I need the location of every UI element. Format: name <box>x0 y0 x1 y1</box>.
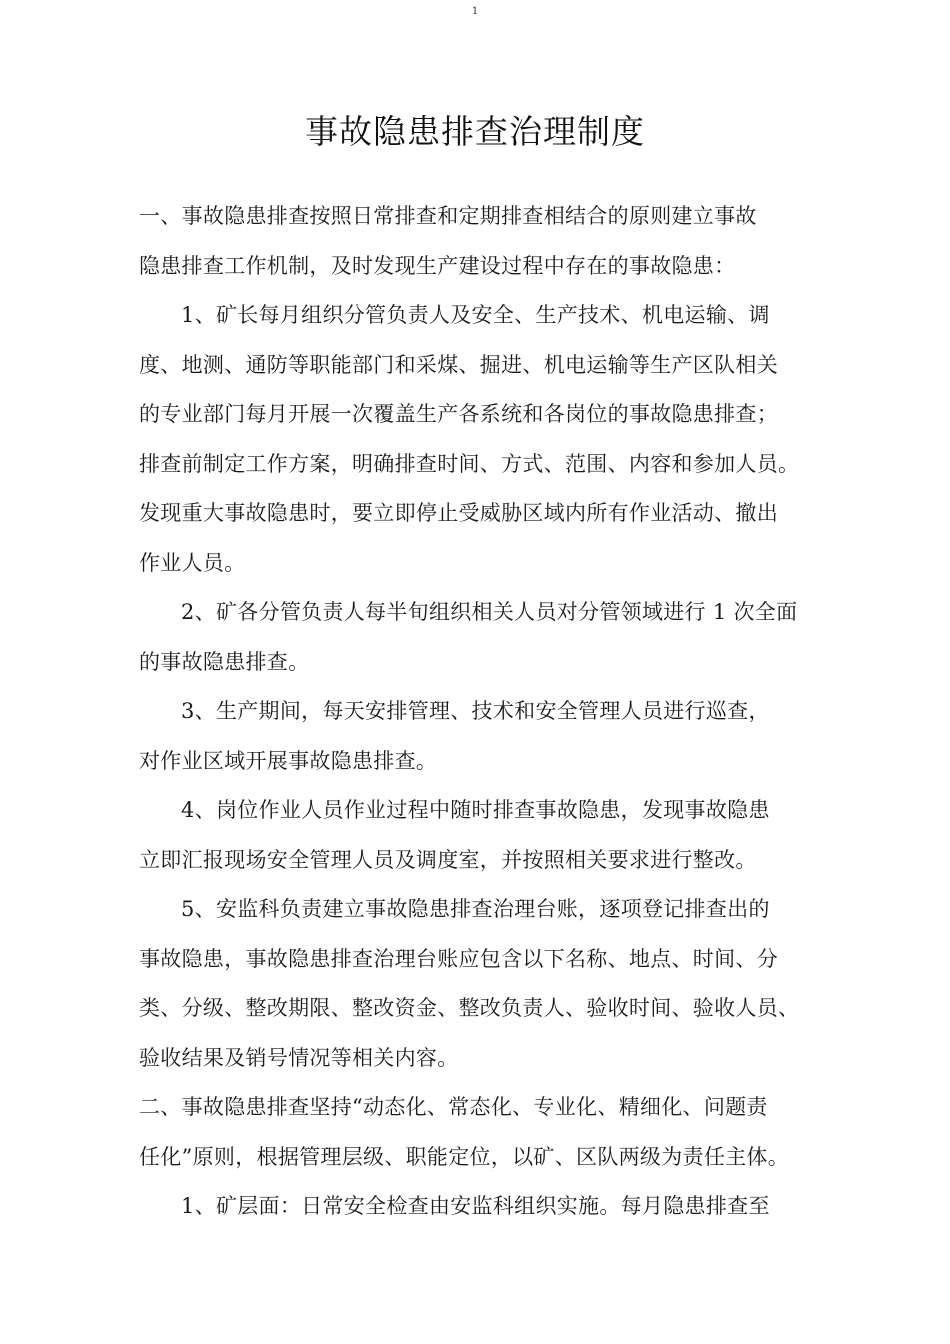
text-line-2: 隐患排查工作机制，及时发现生产建设过程中存在的事故隐患： <box>139 253 736 278</box>
text-line-5: 的专业部门每月开展一次覆盖生产各系统和各岗位的事故隐患排查； <box>139 402 778 426</box>
document-body <box>139 196 839 1236</box>
text-line-1: 一、事故隐患排查按照日常排查和定期排查相结合的原则建立事故 <box>139 204 757 228</box>
text-line-20: 任化”原则，根据管理层级、职能定位，以矿、区队两级为责任主体。 <box>139 1144 790 1169</box>
text-line-18: 验收结果及销号情况等相关内容。 <box>139 1045 459 1070</box>
text-line-21: 1、矿层面：日常安全检查由安监科组织实施。每月隐患排查至 <box>181 1194 770 1218</box>
text-line-16: 事故隐患，事故隐患排查治理台账应包含以下名称、地点、时间、分 <box>139 946 778 971</box>
text-line-17: 类、分级、整改期限、整改资金、整改负责人、验收时间、验收人员、 <box>139 996 800 1020</box>
text-line-19: 二、事故隐患排查坚持“动态化、常态化、专业化、精细化、问题责 <box>139 1095 768 1119</box>
text-line-12: 对作业区域开展事故隐患排查。 <box>139 748 438 773</box>
text-line-8: 作业人员。 <box>139 550 246 575</box>
text-line-11: 3、生产期间，每天安排管理、技术和安全管理人员进行巡查， <box>181 699 770 723</box>
text-line-13: 4、岗位作业人员作业过程中随时排查事故隐患，发现事故隐患 <box>181 798 770 822</box>
text-line-7: 发现重大事故隐患时，要立即停止受威胁区域内所有作业活动、撤出 <box>139 501 778 525</box>
text-line-14: 立即汇报现场安全管理人员及调度室，并按照相关要求进行整改。 <box>139 847 757 872</box>
text-line-4: 度、地测、通防等职能部门和采煤、掘进、机电运输等生产区队相关 <box>139 352 778 377</box>
document-title: 事故隐患排查治理制度 <box>305 112 645 151</box>
text-line-9: 2、矿各分管负责人每半旬组织相关人员对分管领域进行 1 次全面 <box>181 600 798 624</box>
text-line-10: 的事故隐患排查。 <box>139 649 310 674</box>
text-line-15: 5、安监科负责建立事故隐患排查治理台账，逐项登记排查出的 <box>181 897 770 921</box>
text-line-6: 排查前制定工作方案，明确排查时间、方式、范围、内容和参加人员。 <box>139 451 800 476</box>
text-line-3: 1、矿长每月组织分管负责人及安全、生产技术、机电运输、调 <box>181 303 770 327</box>
page-number: 1 <box>471 6 479 17</box>
